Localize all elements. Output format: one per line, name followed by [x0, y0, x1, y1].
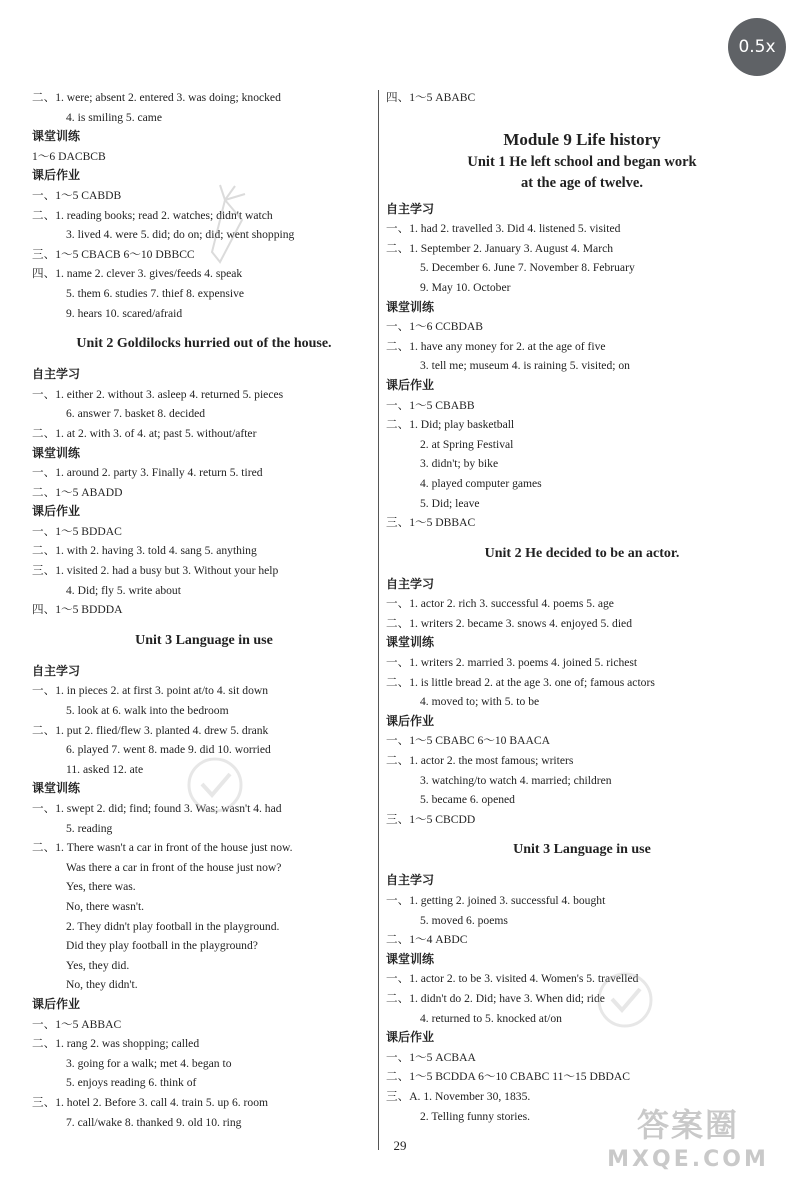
answer-line: 一、1. actor 2. rich 3. successful 4. poems 5. age — [386, 597, 614, 611]
answer-line: 3. tell me; museum 4. is raining 5. visited; on — [420, 359, 630, 373]
answer-line: 5. look at 6. walk into the bedroom — [66, 704, 229, 718]
answer-line: 二、1. rang 2. was shopping; called — [32, 1037, 200, 1051]
answer-line: 一、1～5 CABDB — [32, 188, 122, 202]
answer-line: 一、1. getting 2. joined 3. successful 4. bought — [386, 894, 606, 907]
answer-line: 一、1. swept 2. did; find; found 3. Was; wasn't 4. had — [32, 802, 282, 815]
answer-line: 二、1～5 ABADD — [32, 485, 123, 499]
unit-title: Unit 2 He decided to be an actor. — [484, 545, 680, 561]
answer-line: Yes, they did. — [66, 958, 130, 972]
answer-line: 2. They didn't play football in the playground. — [66, 919, 280, 933]
watermark-bottom: MXQE.COM — [607, 1147, 769, 1172]
answer-line: Did they play football in the playground? — [66, 939, 258, 953]
answer-line: Was there a car in front of the house just now? — [66, 860, 282, 874]
answer-line: 二、1. put 2. flied/flew 3. planted 4. drew 5. drank — [32, 723, 269, 737]
answer-line: 4. returned to 5. knocked at/on — [420, 1011, 562, 1025]
spacer — [32, 652, 376, 662]
unit-title: Unit 1 He left school and began work — [467, 153, 697, 170]
column-divider — [378, 90, 379, 1150]
section-heading: 自主学习 — [32, 367, 81, 382]
answer-line: 一、1. either 2. without 3. asleep 4. returned 5. pieces — [32, 387, 284, 401]
answer-line: 二、1. didn't do 2. Did; have 3. When did; ride — [386, 991, 605, 1005]
answer-line: 5. enjoys reading 6. think of — [66, 1076, 197, 1090]
answer-line: 6. played 7. went 8. made 9. did 10. worried — [66, 743, 271, 757]
answer-line: 二、1. with 2. having 3. told 4. sang 5. anything — [32, 544, 257, 558]
answer-line: 一、1～6 CCBDAB — [386, 320, 483, 334]
answer-line: No, they didn't. — [66, 978, 138, 992]
answer-line: 6. answer 7. basket 8. decided — [66, 407, 206, 421]
answer-line: 2. Telling funny stories. — [420, 1109, 531, 1123]
section-heading: 课后作业 — [32, 168, 81, 183]
unit-title: Unit 3 Language in use — [135, 632, 273, 648]
module-title: Module 9 Life history — [503, 129, 661, 149]
spacer — [32, 323, 376, 333]
section-heading: 课后作业 — [386, 713, 435, 728]
answer-line: 四、1. name 2. clever 3. gives/feeds 4. speak — [32, 267, 243, 281]
spacer — [32, 355, 376, 365]
answer-line: 5. moved 6. poems — [420, 913, 508, 927]
answer-line: 3. lived 4. were 5. did; do on; did; went shopping — [66, 228, 295, 242]
answer-line: 二、1. were; absent 2. entered 3. was doing; knocked — [32, 91, 281, 104]
answer-line: 二、1～5 BCDDA 6～10 CBABC 11～15 DBDAC — [386, 1070, 631, 1084]
unit-title: Unit 3 Language in use — [513, 842, 651, 858]
answer-line: 2. at Spring Festival — [420, 437, 514, 451]
answer-line: 一、1. actor 2. to be 3. visited 4. Women's 5. travelled — [386, 972, 639, 986]
spacer — [386, 861, 778, 871]
answer-line: 二、1～4 ABDC — [386, 933, 468, 947]
answer-line: 5. became 6. opened — [420, 793, 515, 807]
answer-line: 二、1. writers 2. became 3. snows 4. enjoyed 5. died — [386, 616, 632, 630]
answer-line: 3. going for a walk; met 4. began to — [66, 1056, 232, 1070]
answer-line: 一、1. in pieces 2. at first 3. point at/to 4. sit down — [32, 684, 269, 698]
section-heading: 课堂训练 — [386, 299, 435, 314]
spacer — [32, 620, 376, 630]
answer-line: 一、1. writers 2. married 3. poems 4. joined 5. richest — [386, 656, 638, 670]
answer-line: 二、1. Did; play basketball — [386, 418, 515, 432]
section-heading: 课堂训练 — [32, 781, 81, 796]
unit-title: at the age of twelve. — [521, 174, 643, 191]
watermark-top: 答案圈 — [636, 1106, 739, 1144]
section-heading: 课后作业 — [386, 377, 435, 392]
spacer — [386, 829, 778, 839]
answer-line: 一、1～5 CBABC 6～10 BAACA — [386, 734, 550, 748]
section-heading: 自主学习 — [386, 576, 435, 591]
answer-line: 三、1. visited 2. had a busy but 3. Without your help — [32, 564, 279, 578]
answer-line: 二、1. actor 2. the most famous; writers — [386, 754, 574, 768]
section-heading: 课后作业 — [32, 996, 81, 1011]
check-stamp-icon — [180, 750, 250, 840]
answer-line: 4. is smiling 5. came — [66, 110, 162, 124]
answer-line: 5. them 6. studies 7. thief 8. expensive — [66, 286, 245, 300]
section-heading: 课堂训练 — [32, 129, 81, 144]
section-heading: 课堂训练 — [386, 635, 435, 650]
answer-line: 7. call/wake 8. thanked 9. old 10. ring — [66, 1115, 242, 1129]
answer-line: 二、1. is little bread 2. at the age 3. one of; famous actors — [386, 675, 655, 689]
right-column — [386, 88, 778, 1126]
answer-line: 9. May 10. October — [420, 280, 511, 294]
answer-line: 三、1～5 DBBAC — [386, 516, 476, 530]
answer-line: 一、1～5 ACBAA — [386, 1050, 476, 1064]
carrot-stamp-icon — [190, 180, 260, 270]
answer-line: 二、1. There wasn't a car in front of the house just now. — [32, 841, 293, 855]
section-heading: 自主学习 — [32, 663, 81, 678]
answer-line: 三、1～5 CBACB 6～10 DBBCC — [32, 247, 195, 261]
answer-line: 一、1. around 2. party 3. Finally 4. return 5. tired — [32, 466, 263, 480]
section-heading: 课后作业 — [32, 504, 81, 519]
section-heading: 自主学习 — [386, 873, 435, 888]
answer-line: 一、1～5 CBABB — [386, 398, 475, 412]
answer-line: Yes, there was. — [66, 880, 136, 894]
page-number: 29 — [393, 1138, 407, 1153]
answer-line: 二、1. at 2. with 3. of 4. at; past 5. without/after — [32, 426, 257, 440]
unit-title: Unit 2 Goldilocks hurried out of the house. — [76, 336, 332, 352]
answer-line: 5. Did; leave — [420, 496, 480, 510]
answer-line: 四、1～5 ABABC — [386, 91, 476, 104]
answer-line: 11. asked 12. ate — [66, 762, 144, 776]
spacer — [386, 533, 778, 543]
section-heading: 课后作业 — [386, 1030, 435, 1045]
answer-line: No, there wasn't. — [66, 899, 145, 913]
answer-line: 4. moved to; with 5. to be — [420, 695, 540, 709]
answer-line: 三、A. 1. November 30, 1835. — [386, 1089, 531, 1103]
spacer — [386, 565, 778, 575]
answer-line: 三、1～5 CBCDD — [386, 812, 476, 826]
answer-line: 4. Did; fly 5. write about — [66, 583, 181, 597]
answer-line: 二、1. have any money for 2. at the age of five — [386, 339, 606, 353]
section-heading: 自主学习 — [386, 201, 435, 216]
answer-line: 二、1. September 2. January 3. August 4. March — [386, 241, 614, 255]
answer-line: 1～6 DACBCB — [32, 149, 106, 163]
answer-line: 三、1. hotel 2. Before 3. call 4. train 5. up 6. room — [32, 1095, 269, 1109]
check-stamp-icon-2 — [590, 965, 660, 1055]
answer-line: 一、1. had 2. travelled 3. Did 4. listened 5. visited — [386, 222, 621, 236]
answer-line: 3. watching/to watch 4. married; children — [420, 773, 612, 787]
section-heading: 课堂训练 — [32, 445, 81, 460]
answer-line: 9. hears 10. scared/afraid — [66, 306, 183, 320]
answer-line: 5. reading — [66, 821, 113, 835]
answer-line: 四、1～5 BDDDA — [32, 603, 123, 617]
answer-line: 4. played computer games — [420, 476, 542, 490]
answer-line: 3. didn't; by bike — [420, 457, 499, 471]
site-watermark — [588, 1105, 788, 1181]
answer-line: 5. December 6. June 7. November 8. February — [420, 261, 635, 275]
zoom-level-button[interactable]: 0.5x — [728, 18, 786, 76]
answer-line: 二、1. reading books; read 2. watches; didn't watch — [32, 208, 273, 222]
answer-line: 一、1～5 ABBAC — [32, 1017, 122, 1031]
answer-line: 一、1～5 BDDAC — [32, 524, 122, 538]
section-heading: 课堂训练 — [386, 951, 435, 966]
